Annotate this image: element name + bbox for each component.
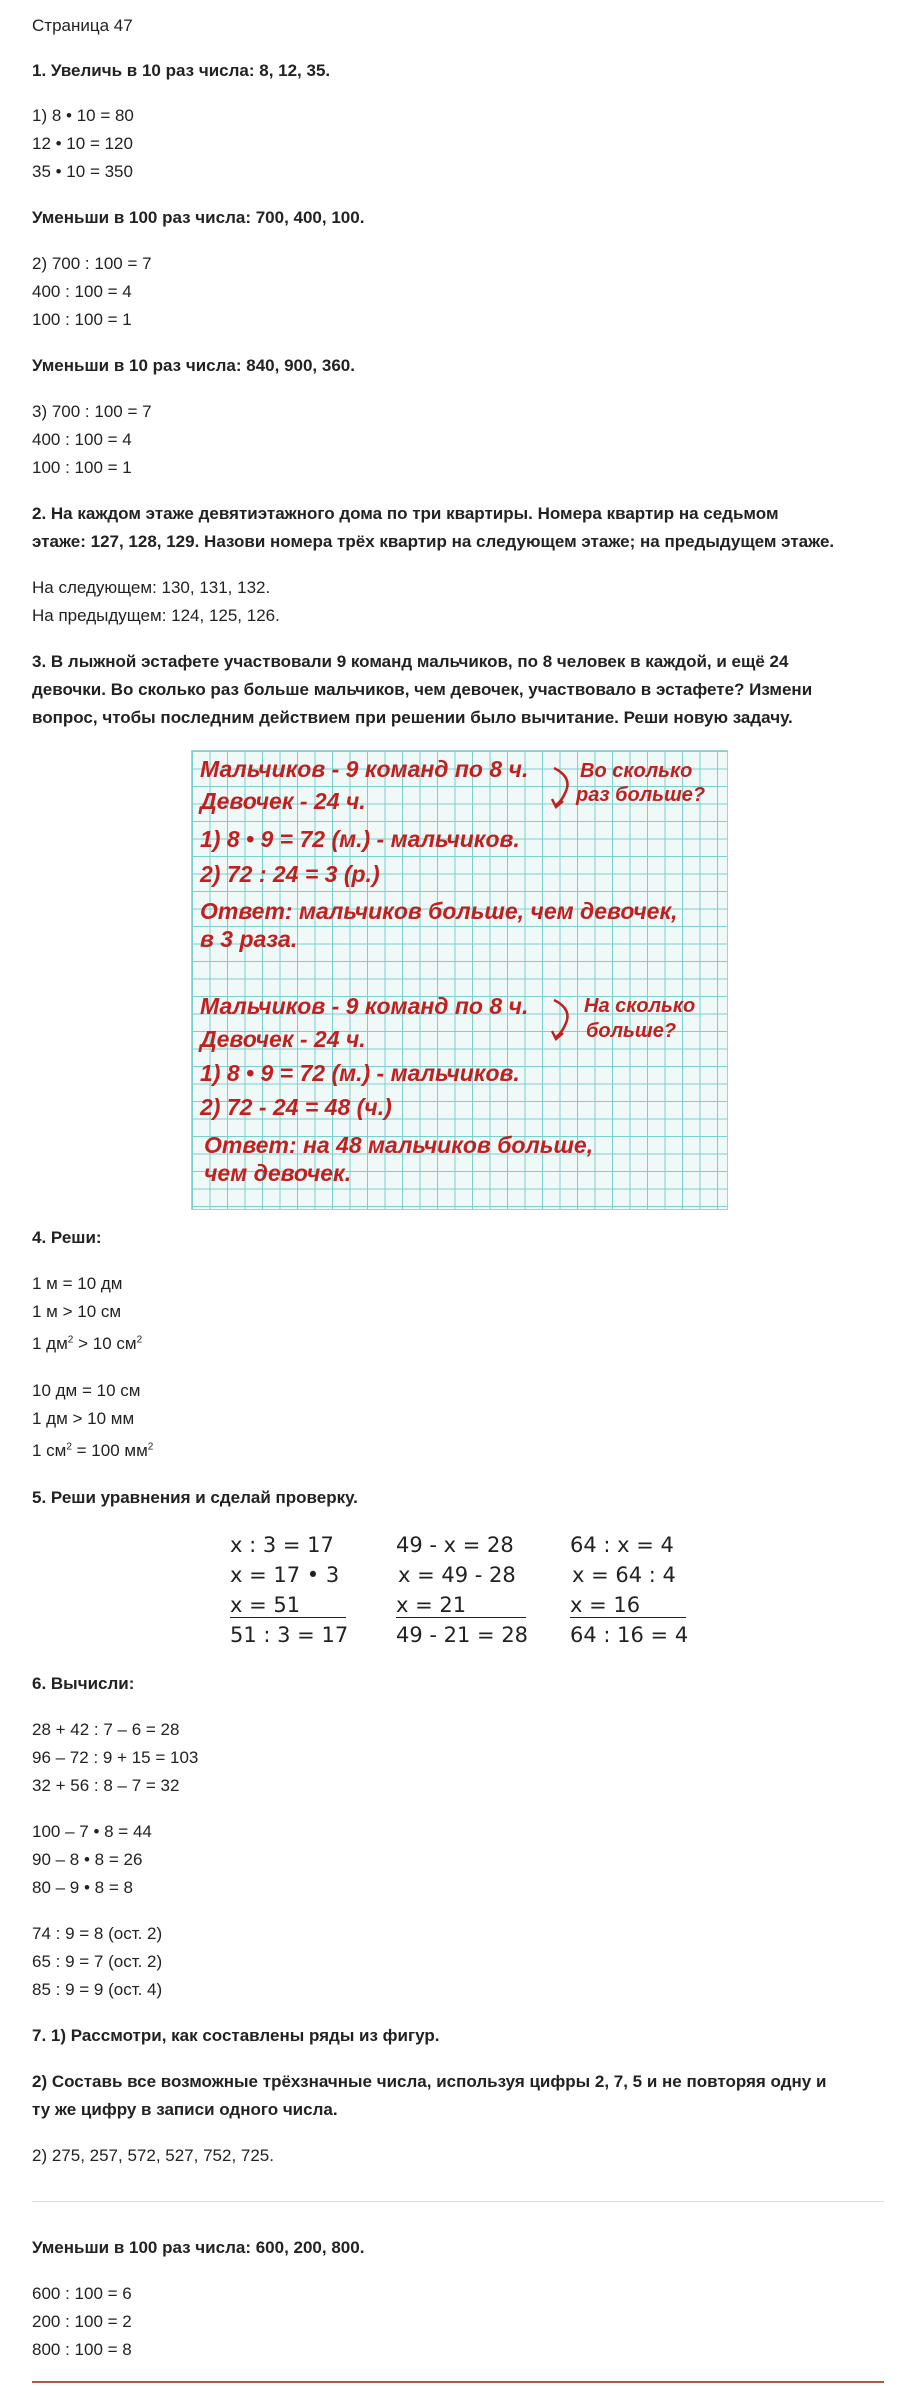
task6-g3-line-1: 74 : 9 = 8 (ост. 2) xyxy=(32,1924,163,1943)
task1-answer-c-2: 400 : 100 = 4 xyxy=(32,430,132,449)
task1-question-c: Уменьши в 10 раз числа: 840, 900, 360. xyxy=(32,356,355,375)
task6-g1-line-2: 96 – 72 : 9 + 15 = 103 xyxy=(32,1748,199,1767)
task1-answer-a-2: 12 • 10 = 120 xyxy=(32,134,133,153)
page-number: Страница 47 xyxy=(32,16,133,35)
task2-answer-prev: На предыдущем: 124, 125, 126. xyxy=(32,606,280,625)
eq1-line-3: х = 51 xyxy=(230,1590,346,1620)
task6-g1-line-3: 32 + 56 : 8 – 7 = 32 xyxy=(32,1776,180,1795)
task3-question-line-1: 3. В лыжной эстафете участвовали 9 команд мальчиков, по 8 человек в каждой, и ещё 24 xyxy=(32,652,789,671)
hw-girls-a: Девочек - 24 ч. xyxy=(200,788,366,814)
task1-answer-a-1: 1) 8 • 10 = 80 xyxy=(32,106,134,125)
eq1-line-1: х : 3 = 17 xyxy=(230,1533,334,1557)
task1-answer-b-1: 2) 700 : 100 = 7 xyxy=(32,254,152,273)
eq3-check: 64 : 16 = 4 xyxy=(570,1623,689,1647)
extra-answer-3: 800 : 100 = 8 xyxy=(32,2340,132,2359)
eq2-line-3: х = 21 xyxy=(396,1590,526,1620)
hw-step1-b: 1) 8 • 9 = 72 (м.) - мальчиков. xyxy=(200,1060,520,1086)
task6-g2-line-1: 100 – 7 • 8 = 44 xyxy=(32,1822,152,1841)
task1-answer-c-3: 100 : 100 = 1 xyxy=(32,458,132,477)
hw-answer-a-1: Ответ: мальчиков больше, чем девочек, xyxy=(200,898,678,924)
task6-g2-line-2: 90 – 8 • 8 = 26 xyxy=(32,1850,143,1869)
eq3-line-3: х = 16 xyxy=(570,1590,686,1620)
hw-girls-b: Девочек - 24 ч. xyxy=(200,1026,366,1052)
task6-g2-line-3: 80 – 9 • 8 = 8 xyxy=(32,1878,133,1897)
notebook-solution-image xyxy=(191,750,728,1210)
curved-arrow-icon xyxy=(550,765,576,811)
task1-question-a: 1. Увеличь в 10 раз числа: 8, 12, 35. xyxy=(32,61,331,80)
curved-arrow-icon xyxy=(550,997,576,1043)
task2-question-line-1: 2. На каждом этаже девятиэтажного дома по три квартиры. Номера квартир на седьмом xyxy=(32,504,779,523)
hw-question-b-1: На сколько xyxy=(584,995,696,1017)
hw-answer-b-1: Ответ: на 48 мальчиков больше, xyxy=(204,1132,594,1158)
eq3-line-1: 64 : х = 4 xyxy=(570,1533,674,1557)
task3-question-line-3: вопрос, чтобы последним действием при решении было вычитание. Реши новую задачу. xyxy=(32,708,793,727)
task7-question-1: 7. 1) Рассмотри, как составлены ряды из фигур. xyxy=(32,2026,440,2045)
hw-step1-a: 1) 8 • 9 = 72 (м.) - мальчиков. xyxy=(200,826,520,852)
task7-question-2-line-1: 2) Составь все возможные трёхзначные числа, используя цифры 2, 7, 5 и не повторяя одну и xyxy=(32,2072,827,2091)
eq3-line-2: х = 64 : 4 xyxy=(572,1563,676,1587)
task1-answer-c-1: 3) 700 : 100 = 7 xyxy=(32,402,152,421)
hw-answer-b-2: чем девочек. xyxy=(204,1160,352,1186)
task1-answer-b-2: 400 : 100 = 4 xyxy=(32,282,132,301)
task6-g3-line-2: 65 : 9 = 7 (ост. 2) xyxy=(32,1952,163,1971)
eq2-line-2: х = 49 - 28 xyxy=(398,1563,516,1587)
task4-g1-line-1: 1 м = 10 дм xyxy=(32,1274,123,1293)
extra-question: Уменьши в 100 раз числа: 600, 200, 800. xyxy=(32,2238,365,2257)
task1-answer-a-3: 35 • 10 = 350 xyxy=(32,162,133,181)
hw-question-b-2: больше? xyxy=(586,1020,677,1042)
task7-answer: 2) 275, 257, 572, 527, 752, 725. xyxy=(32,2146,274,2165)
task1-question-b: Уменьши в 100 раз числа: 700, 400, 100. xyxy=(32,208,365,227)
task2-answer-next: На следующем: 130, 131, 132. xyxy=(32,578,271,597)
task6-question: 6. Вычисли: xyxy=(32,1674,135,1693)
task4-g1-line-2: 1 м > 10 см xyxy=(32,1302,122,1321)
extra-answer-2: 200 : 100 = 2 xyxy=(32,2312,132,2331)
task6-g3-line-3: 85 : 9 = 9 (ост. 4) xyxy=(32,1980,163,1999)
hw-step2-b: 2) 72 - 24 = 48 (ч.) xyxy=(200,1094,392,1120)
task5-question: 5. Реши уравнения и сделай проверку. xyxy=(32,1488,358,1507)
extra-answer-1: 600 : 100 = 6 xyxy=(32,2284,132,2303)
hw-boys-b: Мальчиков - 9 команд по 8 ч. xyxy=(200,993,529,1019)
hw-answer-a-2: в 3 раза. xyxy=(200,926,298,952)
task4-g2-line-2: 1 дм > 10 мм xyxy=(32,1409,135,1428)
task4-g1-line-3: 1 $дм^2 > 10$ $см^2$ xyxy=(32,1334,143,1353)
eq1-line-2: х = 17 • 3 xyxy=(230,1563,340,1587)
hw-boys-a: Мальчиков - 9 команд по 8 ч. xyxy=(200,756,529,782)
task4-g2-line-3: 1 $см^2 = 100$ $мм^2$ xyxy=(32,1441,154,1460)
divider xyxy=(32,2201,884,2202)
task4-question: 4. Реши: xyxy=(32,1228,102,1247)
task1-answer-b-3: 100 : 100 = 1 xyxy=(32,310,132,329)
eq2-line-1: 49 - х = 28 xyxy=(396,1533,514,1557)
hw-question-a-2: раз больше? xyxy=(576,784,706,806)
hw-question-a-1: Во сколько xyxy=(580,760,693,782)
bottom-divider xyxy=(32,2381,884,2383)
task3-question-line-2: девочки. Во сколько раз больше мальчиков, чем девочек, участвовало в эстафете? Измени xyxy=(32,680,813,699)
eq1-check: 51 : 3 = 17 xyxy=(230,1623,349,1647)
eq2-check: 49 - 21 = 28 xyxy=(396,1623,529,1647)
task2-question-line-2: этаже: 127, 128, 129. Назови номера трёх квартир на следующем этаже; на предыдущем этаже. xyxy=(32,532,835,551)
task4-g2-line-1: 10 дм = 10 см xyxy=(32,1381,141,1400)
hw-step2-a: 2) 72 : 24 = 3 (р.) xyxy=(200,861,380,887)
task7-question-2-line-2: ту же цифру в записи одного числа. xyxy=(32,2100,338,2119)
task6-g1-line-1: 28 + 42 : 7 – 6 = 28 xyxy=(32,1720,180,1739)
